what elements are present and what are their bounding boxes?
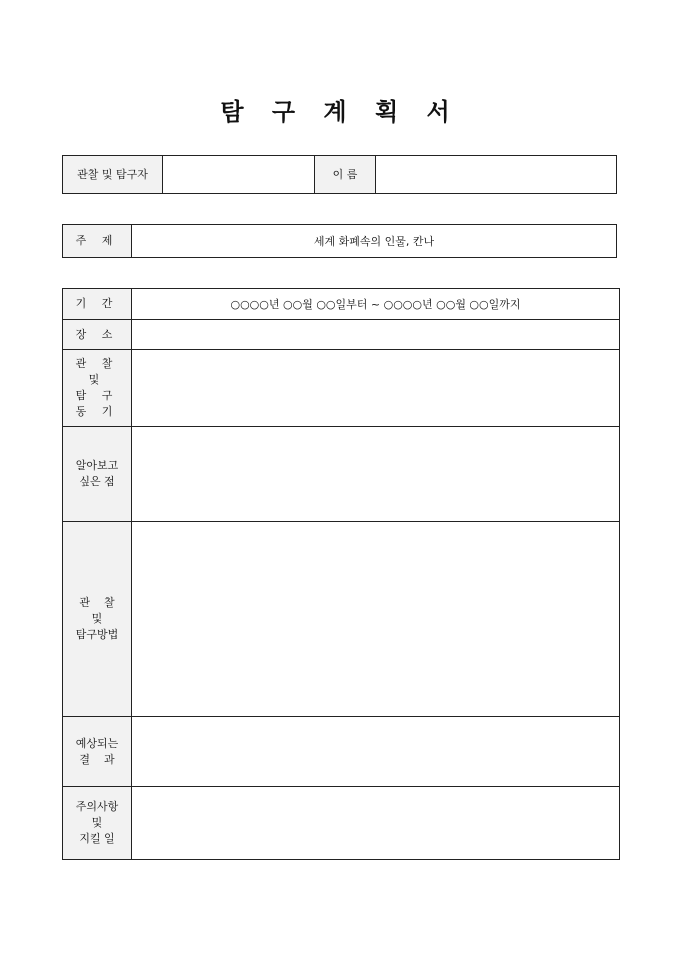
name-label: 이 름 [315,156,376,194]
observer-table [62,155,617,194]
observer-label: 관찰 및 탐구자 [63,156,163,194]
caution-field[interactable] [132,787,620,860]
method-field[interactable] [132,522,620,717]
motive-label: 관 찰 및 탐 구 동 기 [63,350,132,427]
observer-field[interactable] [163,156,315,194]
topic-table [62,224,617,258]
curious-label: 알아보고 싶은 점 [63,427,132,522]
period-label: 기 간 [63,289,132,320]
topic-field[interactable]: 세계 화폐속의 인물, 칸나 [132,225,617,258]
curious-field[interactable] [132,427,620,522]
topic-label: 주 제 [63,225,132,258]
place-label: 장 소 [63,320,132,350]
result-label: 예상되는 결 과 [63,717,132,787]
period-field[interactable]: ○○○○년 ○○월 ○○일부터 ~ ○○○○년 ○○월 ○○일까지 [132,289,620,320]
result-field[interactable] [132,717,620,787]
method-label: 관 찰 및 탐구방법 [63,522,132,717]
caution-label: 주의사항 및 지킬 일 [63,787,132,860]
document-title: 탐 구 계 획 서 [220,98,460,126]
motive-field[interactable] [132,350,620,427]
place-field[interactable] [132,320,620,350]
plan-table [62,288,620,860]
name-field[interactable] [376,156,617,194]
